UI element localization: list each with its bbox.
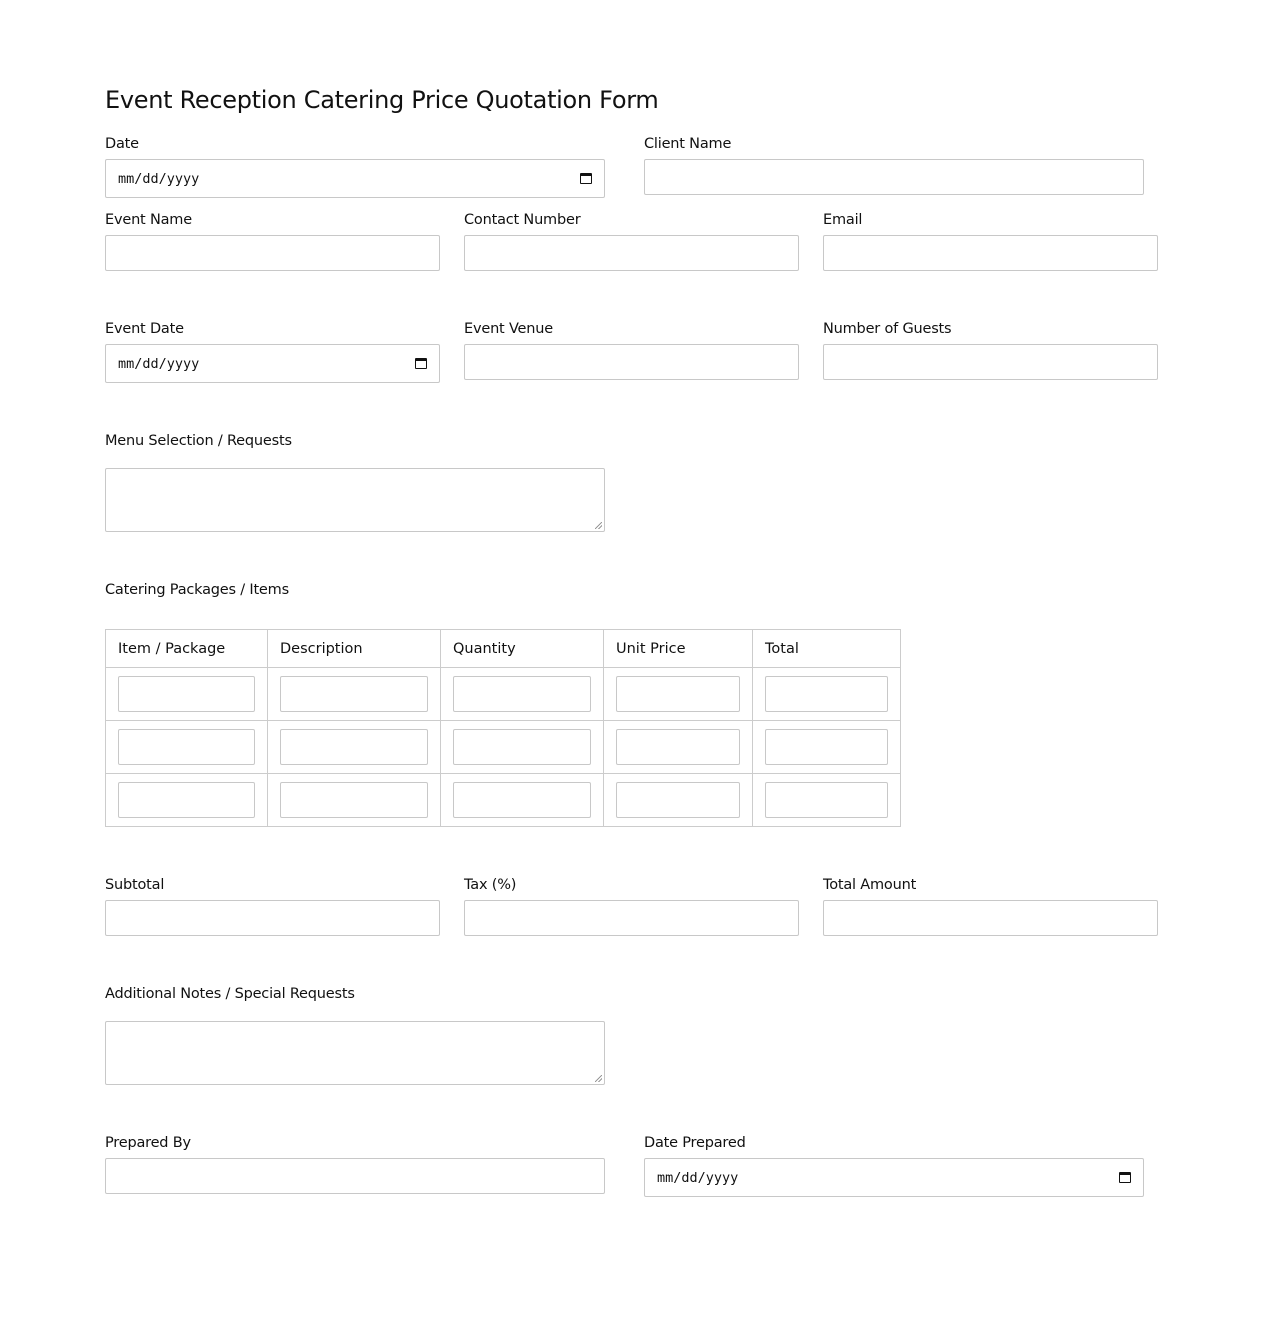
cell-input[interactable] bbox=[453, 676, 591, 712]
table-row bbox=[106, 721, 901, 774]
table-cell bbox=[604, 668, 753, 721]
date-prepared-label: Date Prepared bbox=[644, 1135, 746, 1151]
cell-input[interactable] bbox=[118, 729, 255, 765]
guests-input[interactable] bbox=[823, 344, 1158, 380]
column-header: Unit Price bbox=[604, 630, 753, 668]
cell-input[interactable] bbox=[616, 782, 740, 818]
cell-input[interactable] bbox=[280, 782, 428, 818]
email-label: Email bbox=[823, 212, 863, 228]
cell-input[interactable] bbox=[616, 676, 740, 712]
subtotal-input[interactable] bbox=[105, 900, 440, 936]
date-label: Date bbox=[105, 136, 139, 152]
table-cell bbox=[441, 774, 604, 827]
total-amount-input[interactable] bbox=[823, 900, 1158, 936]
table-cell bbox=[106, 774, 268, 827]
table-cell bbox=[268, 774, 441, 827]
table-cell bbox=[268, 668, 441, 721]
table-cell bbox=[753, 721, 901, 774]
guests-label: Number of Guests bbox=[823, 321, 952, 337]
notes-textarea[interactable] bbox=[105, 1021, 605, 1085]
column-header: Quantity bbox=[441, 630, 604, 668]
tax-label: Tax (%) bbox=[464, 877, 517, 893]
table-cell bbox=[604, 774, 753, 827]
client-name-label: Client Name bbox=[644, 136, 732, 152]
packages-table bbox=[105, 629, 901, 827]
tax-input[interactable] bbox=[464, 900, 799, 936]
total-amount-label: Total Amount bbox=[823, 877, 917, 893]
client-name-input[interactable] bbox=[644, 159, 1144, 195]
table-cell bbox=[268, 721, 441, 774]
column-header: Total bbox=[753, 630, 901, 668]
cell-input[interactable] bbox=[765, 676, 888, 712]
date-placeholder: mm/dd/yyyy bbox=[118, 170, 200, 187]
prepared-by-label: Prepared By bbox=[105, 1135, 191, 1151]
prepared-by-input[interactable] bbox=[105, 1158, 605, 1194]
date-prepared-placeholder: mm/dd/yyyy bbox=[657, 1169, 739, 1186]
table-cell bbox=[441, 668, 604, 721]
table-cell bbox=[604, 721, 753, 774]
calendar-icon[interactable] bbox=[580, 173, 592, 184]
event-venue-label: Event Venue bbox=[464, 321, 553, 337]
event-date-placeholder: mm/dd/yyyy bbox=[118, 355, 200, 372]
cell-input[interactable] bbox=[765, 729, 888, 765]
table-cell bbox=[441, 721, 604, 774]
event-name-label: Event Name bbox=[105, 212, 192, 228]
event-venue-input[interactable] bbox=[464, 344, 799, 380]
page-title: Event Reception Catering Price Quotation Form bbox=[105, 86, 659, 114]
resize-grip-icon[interactable] bbox=[595, 522, 602, 529]
cell-input[interactable] bbox=[453, 782, 591, 818]
cell-input[interactable] bbox=[118, 676, 255, 712]
cell-input[interactable] bbox=[616, 729, 740, 765]
table-row bbox=[106, 668, 901, 721]
date-prepared-input[interactable] bbox=[644, 1158, 1144, 1197]
cell-input[interactable] bbox=[765, 782, 888, 818]
menu-label: Menu Selection / Requests bbox=[105, 433, 292, 449]
resize-grip-icon[interactable] bbox=[595, 1075, 602, 1082]
calendar-icon[interactable] bbox=[415, 358, 427, 369]
email-input[interactable] bbox=[823, 235, 1158, 271]
cell-input[interactable] bbox=[280, 729, 428, 765]
table-cell bbox=[753, 668, 901, 721]
table-cell bbox=[106, 721, 268, 774]
date-input[interactable] bbox=[105, 159, 605, 198]
cell-input[interactable] bbox=[118, 782, 255, 818]
subtotal-label: Subtotal bbox=[105, 877, 165, 893]
cell-input[interactable] bbox=[280, 676, 428, 712]
contact-number-label: Contact Number bbox=[464, 212, 581, 228]
column-header: Item / Package bbox=[106, 630, 268, 668]
menu-textarea[interactable] bbox=[105, 468, 605, 532]
event-date-label: Event Date bbox=[105, 321, 184, 337]
table-cell bbox=[106, 668, 268, 721]
table-row bbox=[106, 774, 901, 827]
event-date-input[interactable] bbox=[105, 344, 440, 383]
event-name-input[interactable] bbox=[105, 235, 440, 271]
packages-label: Catering Packages / Items bbox=[105, 582, 289, 598]
cell-input[interactable] bbox=[453, 729, 591, 765]
table-cell bbox=[753, 774, 901, 827]
notes-label: Additional Notes / Special Requests bbox=[105, 986, 355, 1002]
column-header: Description bbox=[268, 630, 441, 668]
calendar-icon[interactable] bbox=[1119, 1172, 1131, 1183]
contact-number-input[interactable] bbox=[464, 235, 799, 271]
